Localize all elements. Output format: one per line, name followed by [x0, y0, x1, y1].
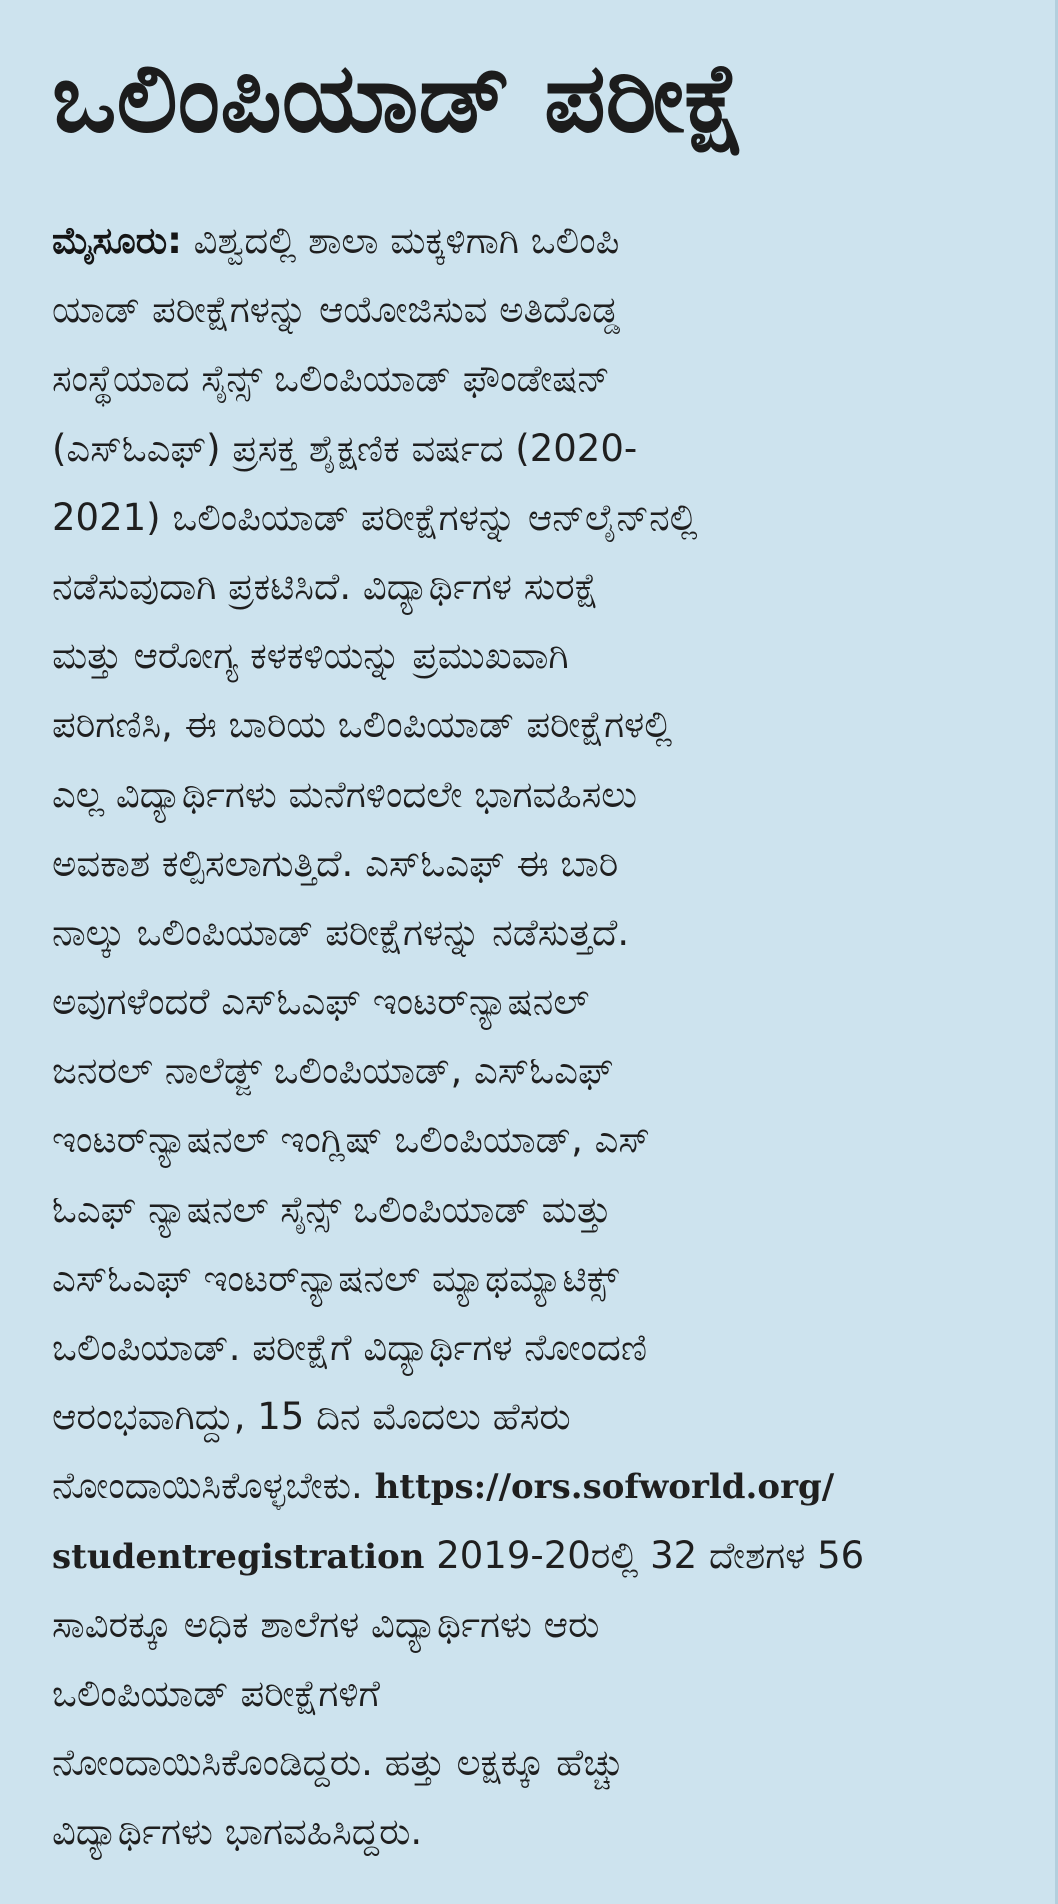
article-line: ವಿದ್ಯಾರ್ಥಿಗಳು ಭಾಗವಹಿಸಿದ್ದರು. — [52, 1810, 423, 1854]
article-line-text: ವಿಶ್ವದಲ್ಲಿ ಶಾಲಾ ಮಕ್ಕಳಿಗಾಗಿ ಒಲಿಂಪಿ — [193, 219, 620, 262]
article-line — [52, 1451, 1042, 1520]
article-line: ಆರಂಭವಾಗಿದ್ದು, 15 ದಿನ ಮೊದಲು ಹೆಸರು — [52, 1395, 571, 1439]
article-line: ನಡೆಸುವುದಾಗಿ ಪ್ರಕಟಿಸಿದೆ. ವಿದ್ಯಾರ್ಥಿಗಳ ಸುರಕ್ಷೆ — [52, 564, 599, 608]
article-line: ಒಲಿಂಪಿಯಾಡ್ ಪರೀಕ್ಷೆಗಳಿಗೆ — [52, 1671, 380, 1715]
article-line — [52, 206, 1042, 275]
article-line: ಸಾವಿರಕ್ಕೂ ಅಧಿಕ ಶಾಲೆಗಳ ವಿದ್ಯಾರ್ಥಿಗಳು ಆರು — [52, 1602, 600, 1646]
article-line: ಜನರಲ್ ನಾಲೆಡ್ಜ್ ಒಲಿಂಪಿಯಾಡ್, ಎಸ್‌ಓಎಫ್ — [52, 1049, 614, 1093]
article-line: ಅವುಗಳೆಂದರೆ ಎಸ್‌ಓಎಫ್ ಇಂಟರ್‌ನ್ಯಾಷನಲ್ — [52, 980, 590, 1024]
headline: ಒಲಿಂಪಿಯಾಡ್ ಪರೀಕ್ಷೆ — [52, 42, 746, 154]
article-line: (ಎಸ್‌ಓಎಫ್) ಪ್ರಸಕ್ತ ಶೈಕ್ಷಣಿಕ ವರ್ಷದ (2020- — [52, 426, 638, 470]
registration-url: https://ors.sofworld.org/ — [374, 1467, 835, 1508]
article-line: ಯಾಡ್ ಪರೀಕ್ಷೆಗಳನ್ನು ಆಯೋಜಿಸುವ ಅತಿದೊಡ್ಡ — [52, 288, 620, 332]
registration-url-continued: studentregistration — [52, 1536, 425, 1577]
article-line-text: ನೋಂದಾಯಿಸಿಕೊಳ್ಳಬೇಕು. — [52, 1464, 375, 1508]
article-line: ಪರಿಗಣಿಸಿ, ಈ ಬಾರಿಯ ಒಲಿಂಪಿಯಾಡ್ ಪರೀಕ್ಷೆಗಳಲ್ಲಿ — [52, 703, 673, 747]
article-line: ಒಲಿಂಪಿಯಾಡ್. ಪರೀಕ್ಷೆಗೆ ವಿದ್ಯಾರ್ಥಿಗಳ ನೋಂದಣಿ — [52, 1326, 648, 1369]
article-line: ಮತ್ತು ಆರೋಗ್ಯ ಕಳಕಳಿಯನ್ನು ಪ್ರಮುಖವಾಗಿ — [52, 634, 569, 678]
article-line: ಅವಕಾಶ ಕಲ್ಪಿಸಲಾಗುತ್ತಿದೆ. ಎಸ್‌ಓಎಫ್ ಈ ಬಾರಿ — [52, 841, 619, 885]
article-body — [52, 206, 1042, 1867]
article-line: ಓಎಫ್ ನ್ಯಾಷನಲ್ ಸೈನ್ಸ್ ಒಲಿಂಪಿಯಾಡ್ ಮತ್ತು — [52, 1187, 612, 1231]
article-line: ನೋಂದಾಯಿಸಿಕೊಂಡಿದ್ದರು. ಹತ್ತು ಲಕ್ಷಕ್ಕೂ ಹೆಚ್ಚು — [52, 1741, 624, 1785]
article-line: ನಾಲ್ಕು ಒಲಿಂಪಿಯಾಡ್ ಪರೀಕ್ಷೆಗಳನ್ನು ನಡೆಸುತ್ತದೆ. — [52, 910, 630, 954]
article-line — [52, 1521, 1042, 1590]
article-line: ಇಂಟರ್‌ನ್ಯಾಷನಲ್ ಇಂಗ್ಲಿಷ್ ಒಲಿಂಪಿಯಾಡ್, ಎಸ್ — [52, 1118, 651, 1162]
article-line-text: 2019-20ರಲ್ಲಿ 32 ದೇಶಗಳ 56 — [424, 1533, 865, 1577]
article-line: ಎಲ್ಲ ವಿದ್ಯಾರ್ಥಿಗಳು ಮನೆಗಳಿಂದಲೇ ಭಾಗವಹಿಸಲು — [52, 772, 638, 816]
dateline: ಮೈಸೂರು: — [52, 219, 182, 262]
article-line: ಸಂಸ್ಥೆಯಾದ ಸೈನ್ಸ್ ಒಲಿಂಪಿಯಾಡ್ ಫೌಂಡೇಷನ್ — [52, 357, 610, 401]
article-line: 2021) ಒಲಿಂಪಿಯಾಡ್ ಪರೀಕ್ಷೆಗಳನ್ನು ಆನ್‌ಲೈನ್‌ನಲ್ಲಿ — [52, 495, 698, 539]
article-line: ಎಸ್‌ಓಎಫ್ ಇಂಟರ್‌ನ್ಯಾಷನಲ್ ಮ್ಯಾಥಮ್ಯಾಟಿಕ್ಸ್ — [52, 1256, 619, 1300]
